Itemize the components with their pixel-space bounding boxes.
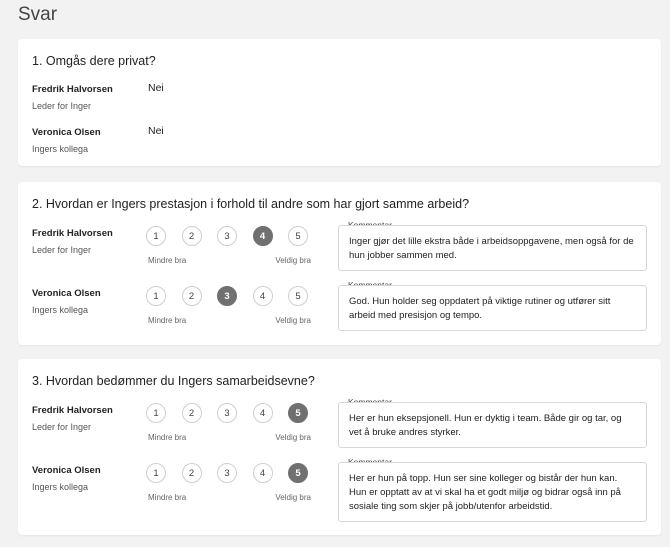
rating-option-1: 1 xyxy=(146,286,166,306)
rating-scale xyxy=(146,403,311,447)
rating-option-2: 2 xyxy=(182,463,202,483)
rating-option-1: 1 xyxy=(146,403,166,423)
rating-option-4: 4 xyxy=(253,286,273,306)
rating-option-2: 2 xyxy=(182,403,202,423)
rating-option-2: 2 xyxy=(182,226,202,246)
rating-option-5: 5 xyxy=(288,403,308,423)
rating-option-3: 3 xyxy=(217,403,237,423)
respondent-name: Fredrik Halvorsen xyxy=(32,228,113,239)
question-card-1 xyxy=(18,39,661,166)
respondent-name: Fredrik Halvorsen xyxy=(32,405,113,416)
respondent-role: Ingers kollega xyxy=(32,305,89,315)
question-title: 3. Hvordan bedømmer du Ingers samarbeidsevne? xyxy=(32,374,315,388)
rating-scale xyxy=(146,286,311,330)
rating-option-5: 5 xyxy=(288,463,308,483)
comment-box: Her er hun på topp. Hun ser sine kolleger og bistår der hun kan. Hun er opptatt av at vi skal ha et godt miljø og bidrar også inn på sosiale ting som skjer på jobb/utenfor arbeidstid. xyxy=(338,462,647,522)
scale-high-label: Veldig bra xyxy=(275,256,311,265)
respondent xyxy=(32,228,113,255)
question-card-2 xyxy=(18,182,661,345)
rating-scale xyxy=(146,463,311,507)
page-title: Svar xyxy=(18,4,58,25)
rating-option-3: 3 xyxy=(217,226,237,246)
scale-low-label: Mindre bra xyxy=(148,493,187,502)
question-title: 1. Omgås dere privat? xyxy=(32,54,156,68)
respondent-name: Veronica Olsen xyxy=(32,288,101,299)
scale-low-label: Mindre bra xyxy=(148,433,187,442)
respondent-name: Veronica Olsen xyxy=(32,127,101,138)
respondent-role: Ingers kollega xyxy=(32,144,89,154)
rating-option-1: 1 xyxy=(146,463,166,483)
respondent-name: Fredrik Halvorsen xyxy=(32,84,113,95)
rating-option-4: 4 xyxy=(253,463,273,483)
rating-option-3: 3 xyxy=(217,463,237,483)
respondent xyxy=(32,288,101,315)
scale-low-label: Mindre bra xyxy=(148,316,187,325)
respondent-role: Ingers kollega xyxy=(32,482,89,492)
comment-box: Her er hun eksepsjonell. Hun er dyktig i team. Både gir og tar, og vet å bruke andres styrker. xyxy=(338,402,647,448)
rating-option-1: 1 xyxy=(146,226,166,246)
comment-box: Inger gjør det lille ekstra både i arbeidsoppgavene, men også for de hun jobber sammen med. xyxy=(338,225,647,271)
rating-option-5: 5 xyxy=(288,286,308,306)
rating-option-2: 2 xyxy=(182,286,202,306)
respondent-role: Leder for Inger xyxy=(32,101,92,111)
rating-option-4: 4 xyxy=(253,226,273,246)
respondent-name: Veronica Olsen xyxy=(32,465,101,476)
comment-box: God. Hun holder seg oppdatert på viktige rutiner og utfører sitt arbeid med presisjon og tempo. xyxy=(338,285,647,331)
answer-text: Nei xyxy=(148,125,164,137)
rating-scale xyxy=(146,226,311,270)
respondent-role: Leder for Inger xyxy=(32,245,92,255)
scale-high-label: Veldig bra xyxy=(275,433,311,442)
respondent xyxy=(32,465,101,492)
respondent xyxy=(32,127,101,154)
rating-option-5: 5 xyxy=(288,226,308,246)
question-title: 2. Hvordan er Ingers prestasjon i forhold til andre som har gjort samme arbeid? xyxy=(32,197,470,211)
scale-low-label: Mindre bra xyxy=(148,256,187,265)
scale-high-label: Veldig bra xyxy=(275,493,311,502)
respondent xyxy=(32,84,113,111)
rating-option-4: 4 xyxy=(253,403,273,423)
scale-high-label: Veldig bra xyxy=(275,316,311,325)
respondent-role: Leder for Inger xyxy=(32,422,92,432)
rating-option-3: 3 xyxy=(217,286,237,306)
question-card-3 xyxy=(18,359,661,535)
answer-text: Nei xyxy=(148,82,164,94)
respondent xyxy=(32,405,113,432)
